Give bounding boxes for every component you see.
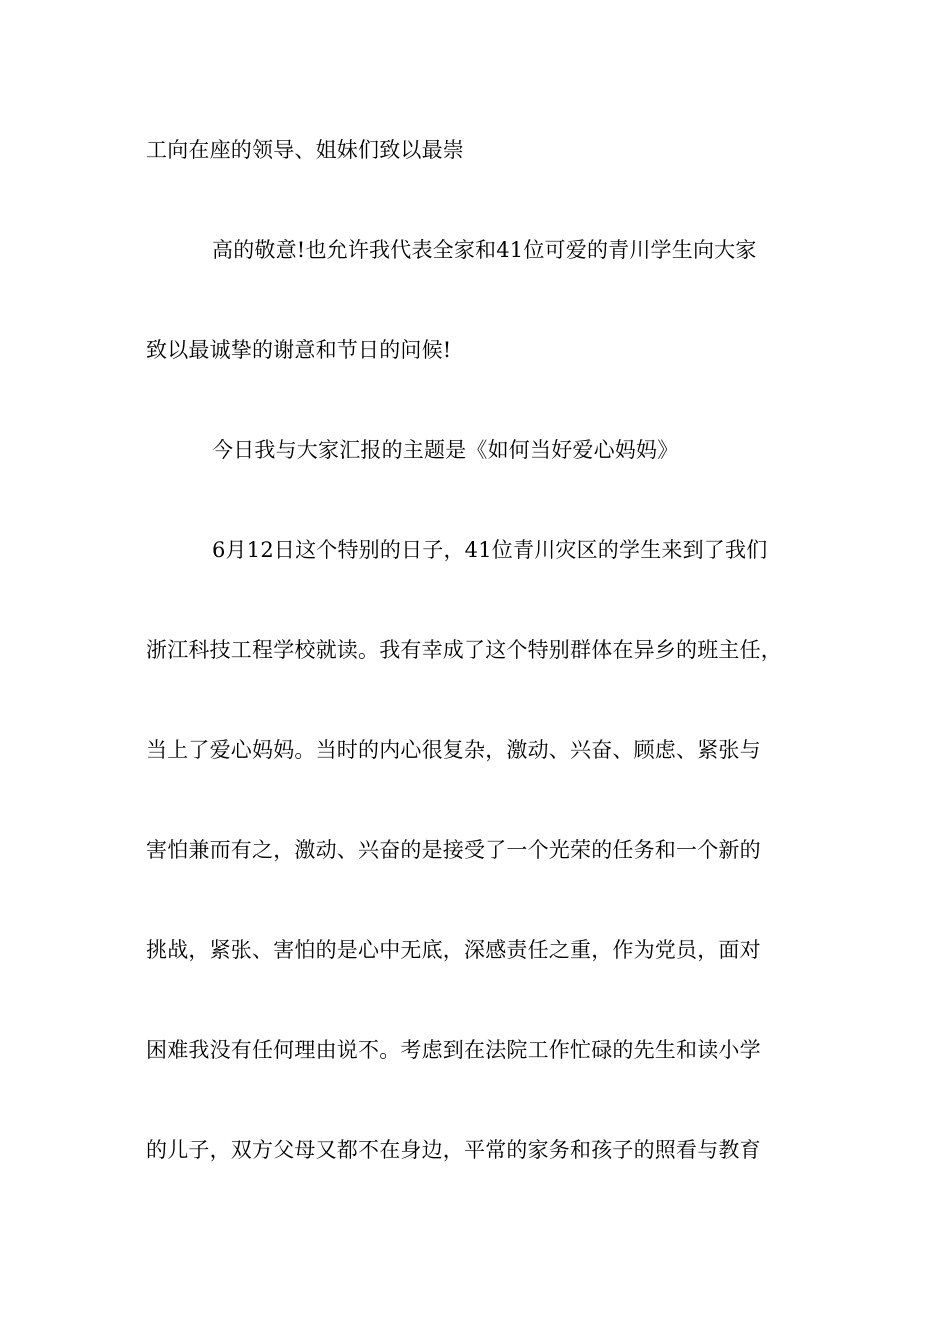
text-line-8: 害怕兼而有之，激动、兴奋的是接受了一个光荣的任务和一个新的 bbox=[146, 838, 761, 862]
text-line-5: 6月12日这个特别的日子，41位青川灾区的学生来到了我们 bbox=[212, 538, 768, 562]
text-line-10: 困难我没有任何理由说不。考虑到在法院工作忙碌的先生和读小学 bbox=[146, 1038, 761, 1062]
text-line-3: 致以最诚挚的谢意和节日的问候! bbox=[146, 338, 452, 362]
text-line-2: 高的敬意!也允许我代表全家和41位可爱的青川学生向大家 bbox=[212, 238, 757, 262]
text-line-7: 当上了爱心妈妈。当时的内心很复杂，激动、兴奋、顾虑、紧张与 bbox=[146, 738, 761, 762]
text-line-9: 挑战，紧张、害怕的是心中无底，深感责任之重，作为党员，面对 bbox=[146, 938, 761, 962]
text-line-11: 的儿子，双方父母又都不在身边，平常的家务和孩子的照看与教育 bbox=[146, 1138, 761, 1162]
text-line-6: 浙江科技工程学校就读。我有幸成了这个特别群体在异乡的班主任， bbox=[146, 638, 782, 662]
text-line-1: 工向在座的领导、姐妹们致以最崇 bbox=[146, 138, 464, 162]
text-line-4: 今日我与大家汇报的主题是《如何当好爱心妈妈》 bbox=[212, 438, 679, 462]
